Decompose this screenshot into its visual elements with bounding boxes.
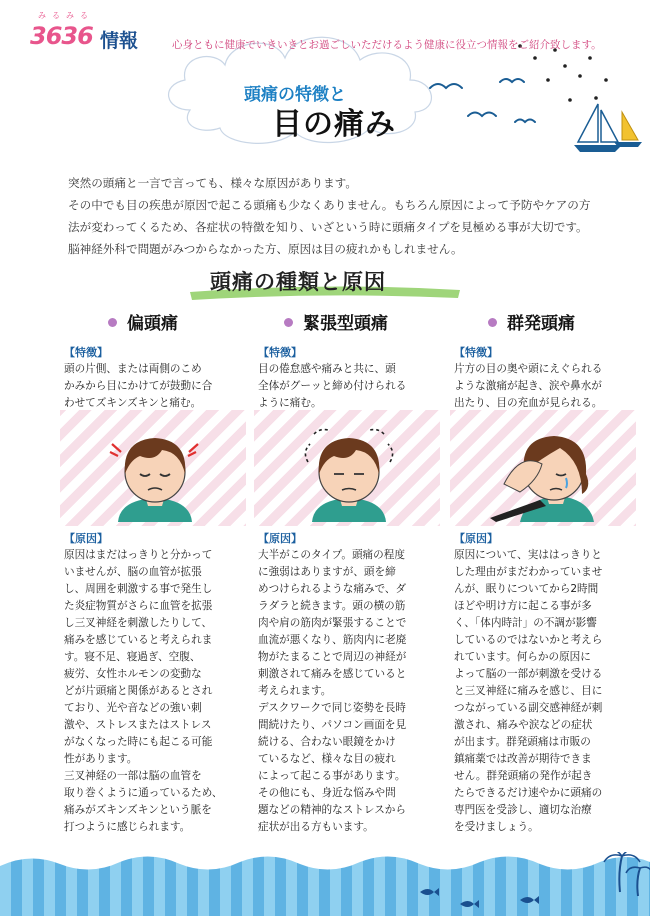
cause-line: めつけられるような痛みで、ダ <box>258 583 407 595</box>
cause-line: デスクワークで同じ姿勢を長時 <box>258 702 406 714</box>
cause-line: 疲労、女性ホルモンの変動な <box>64 668 202 680</box>
cause-line: どが片頭痛と関係があるとされ <box>64 685 213 697</box>
cause-line: 肉や肩の筋肉が緊張することで <box>258 617 407 629</box>
cause-line: 鎮痛薬では改善が期待できま <box>454 753 592 765</box>
tension-face-icon <box>294 422 404 522</box>
feature-text <box>258 361 438 412</box>
cause-line: 題などの精神的なストレスから <box>258 804 406 816</box>
brand-logo-word: 情報 <box>100 30 139 52</box>
brand-logo-number: 3636 <box>30 22 93 50</box>
feature-line: 全体がグーッと締め付けられる <box>258 380 407 392</box>
cause-line: し三叉神経を刺激したりして、 <box>64 617 213 629</box>
cause-text <box>454 547 634 836</box>
card-migraine <box>60 340 246 840</box>
bullet-dot-icon <box>284 318 293 327</box>
cause-line: 刺激されて痛みを感じていると <box>258 668 407 680</box>
column-heading-cluster: 群発頭痛 <box>488 309 575 334</box>
page-title: 目の痛み <box>272 107 396 142</box>
cause-line: ているなど、様々な目の疲れ <box>258 753 396 765</box>
feature-line: 目の倦怠感や痛みと共に、頭 <box>258 363 396 375</box>
tagline: 心身ともに健康でいきいきとお過ごしいただけるよう健康に役立つ情報をご紹介致します。 <box>172 39 602 51</box>
cause-line: く、「体内時計」の不調が影響 <box>454 617 597 629</box>
cause-line: 取り巻くように通っているため、 <box>64 787 223 799</box>
cause-line: れています。何らかの原因に <box>454 651 591 663</box>
cause-line: 続ける、合わない眼鏡をかけ <box>258 736 396 748</box>
intro-line: 突然の頭痛と一言で言っても、様々な原因があります。 <box>68 176 357 190</box>
cause-label: 【原因】 <box>64 532 108 545</box>
column-heading-tension: 緊張型頭痛 <box>284 309 388 334</box>
feature-line: わせてズキンズキンと痛む。 <box>64 397 202 409</box>
cause-line: 痛みがズキンズキンという脈を <box>64 804 212 816</box>
cause-line: ほどや明け方に起こる事が多 <box>454 600 592 612</box>
cause-line: 打つように感じられます。 <box>64 821 191 833</box>
cause-line: んが、眠りについてから2時間 <box>454 583 599 595</box>
feature-label: 【特徴】 <box>258 346 302 359</box>
cause-text <box>64 547 244 836</box>
cause-line: を受けましょう。 <box>454 821 539 833</box>
cause-line: し、周囲を刺激する事で発生し <box>64 583 213 595</box>
cause-line: ており、光や音などの強い刺 <box>64 702 202 714</box>
cause-line: 間続けたり、パソコン画面を見 <box>258 719 407 731</box>
cause-line: 激され、痛みや涙などの症状 <box>454 719 593 731</box>
section-heading: 頭痛の種類と原因 <box>210 269 386 294</box>
cause-line: 専門医を受診し、適切な治療 <box>454 804 592 816</box>
cause-line: た炎症物質がさらに血管を拡張 <box>64 600 213 612</box>
headache-face-icon <box>100 422 210 522</box>
feature-label: 【特徴】 <box>64 346 108 359</box>
seagull-icon <box>430 79 535 122</box>
feature-line: かみから目にかけてが鼓動に合 <box>64 380 213 392</box>
cause-line: 性があります。 <box>64 753 138 765</box>
card-cluster <box>450 340 636 840</box>
column-heading-migraine: 偏頭痛 <box>108 309 178 334</box>
bullet-dot-icon <box>108 318 117 327</box>
feature-label: 【特徴】 <box>454 346 498 359</box>
feature-line: 出たり、目の充血が見られる。 <box>454 397 603 409</box>
cause-line: 原因について、実ははっきりと <box>454 549 602 561</box>
cause-line: によって起こる事があります。 <box>258 770 406 782</box>
cause-text <box>258 547 438 836</box>
cause-line: 症状が出る方もいます。 <box>258 821 374 833</box>
cause-line: 血流が悪くなり、筋肉内に老廃 <box>258 634 407 646</box>
cluster-face-icon <box>490 422 600 522</box>
cause-label: 【原因】 <box>258 532 302 545</box>
intro-line: その中でも目の疾患が原因で起こる頭痛も少なくありません。もちろん原因によって予防やケアの方 <box>68 198 591 212</box>
cause-line: 大半がこのタイプ。頭痛の程度 <box>258 549 405 561</box>
cause-line: 物がたまることで周辺の神経が <box>258 651 407 663</box>
cause-line: せん。群発頭痛の発作が起き <box>454 770 593 782</box>
cause-line: 考えられます。 <box>258 685 332 697</box>
intro-line: 脳神経外科で問題がみつからなかった方、原因は目の疲れかもしれません。 <box>68 242 463 256</box>
intro-line: 法が変わってくるため、各症状の特徴を知り、いざという時に頭痛タイプを見極める事が大切です。 <box>68 220 588 234</box>
cause-line: 原因はまだはっきりと分かって <box>64 549 213 561</box>
cause-line: その他にも、身近な悩みや問 <box>258 787 396 799</box>
feature-line: ように痛む。 <box>258 397 322 409</box>
feature-line: ような激痛が起き、涙や鼻水が <box>454 380 602 392</box>
cause-line: に強弱はありますが、頭を締 <box>258 566 396 578</box>
cause-line: たらできるだけ速やかに頭痛の <box>454 787 603 799</box>
cause-line: いませんが、脳の血管が拡張 <box>64 566 202 578</box>
cause-line: す。寝不足、寝過ぎ、空腹、 <box>64 651 201 663</box>
cause-line: と三叉神経に痛みを感じ、目に <box>454 685 603 697</box>
cause-line: がなくなった時にも起こる可能 <box>64 736 213 748</box>
cause-line: 痛みを感じていると考えられま <box>64 634 213 646</box>
cause-line: 激や、ストレスまたはストレス <box>64 719 212 731</box>
cause-line: つながっている副交感神経が刺 <box>454 702 603 714</box>
cause-line: が出ます。群発頭痛は市販の <box>454 736 591 748</box>
feature-text <box>454 361 634 412</box>
card-tension <box>254 340 440 840</box>
cause-line: 三叉神経の一部は脳の血管を <box>64 770 202 782</box>
cause-label: 【原因】 <box>454 532 498 545</box>
bullet-dot-icon <box>488 318 497 327</box>
bottom-sea-illustration <box>0 852 650 916</box>
cause-line: ラダラと続きます。頭の横の筋 <box>258 600 406 612</box>
cause-line: した理由がまだわかっていませ <box>454 566 603 578</box>
sailboat-icon <box>574 104 642 152</box>
intro-paragraph <box>68 172 628 260</box>
feature-text <box>64 361 244 412</box>
cause-line: しているのではないかと考えら <box>454 634 603 646</box>
feature-line: 頭の片側、または両側のこめ <box>64 363 202 375</box>
cause-line: よって脳の一部が刺激を受ける <box>454 668 603 680</box>
brand-ruby: みるみる <box>38 11 94 20</box>
page-subtitle: 頭痛の特徴と <box>244 85 346 105</box>
feature-line: 片方の目の奥や頭にえぐられる <box>454 363 603 375</box>
